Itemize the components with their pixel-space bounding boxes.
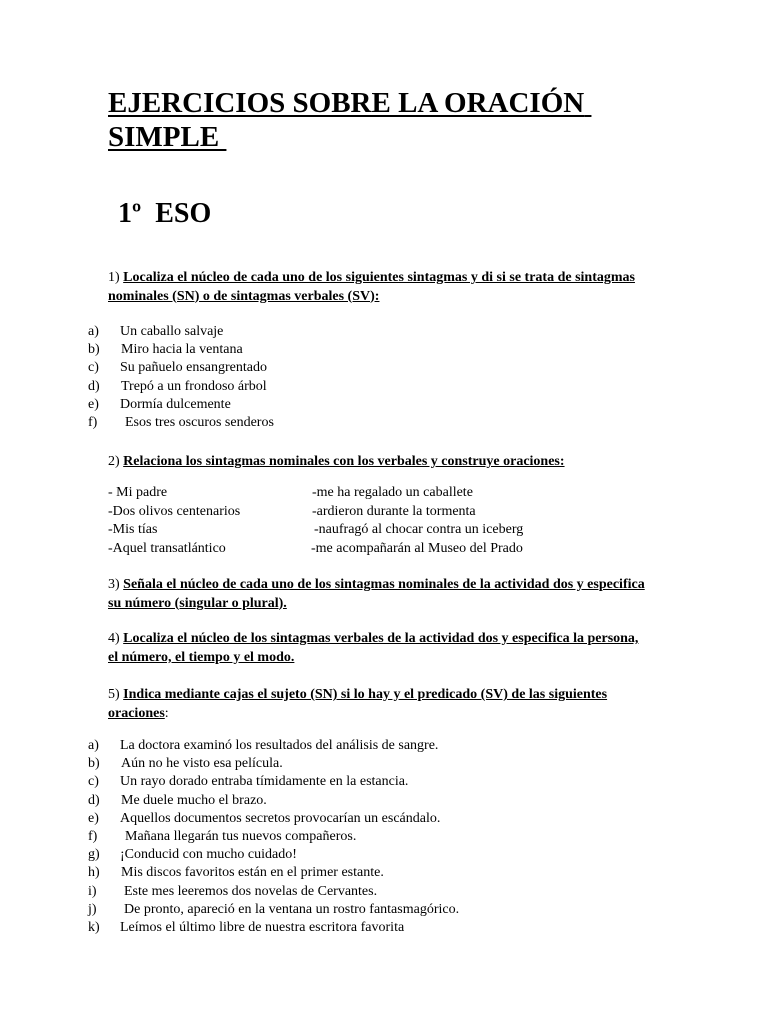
list-item-text: Esos tres oscuros senderos [125, 415, 274, 430]
pair-right-verbal: -me ha regalado un caballete [312, 485, 473, 500]
exercise-1-prompt [108, 269, 648, 306]
exercise-3-prompt [108, 576, 648, 613]
list-item-text: Aún no he visto esa película. [121, 756, 283, 772]
exercise-number: 3) [108, 577, 120, 592]
list-item-text: Dormía dulcemente [120, 396, 231, 412]
list-item-label: c) [88, 360, 99, 376]
exercise-number: 1) [108, 270, 120, 285]
exercise-5-prompt [108, 686, 648, 723]
list-item-label: b) [88, 342, 100, 358]
list-item-label: i) [88, 883, 97, 899]
list-item-label: h) [88, 865, 100, 881]
list-item-text: De pronto, apareció en la ventana un rostro fantasmagórico. [124, 901, 460, 917]
list-item-text: Este mes leeremos dos novelas de Cervantes. [124, 883, 378, 899]
list-item-label: k) [88, 920, 100, 935]
exercise-number: 5) [108, 687, 120, 702]
list-item-text: Aquellos documentos secretos provocarían un escándalo. [120, 810, 441, 826]
list-item-text: ¡Conducid con mucho cuidado! [120, 847, 297, 863]
list-item-label: a) [88, 324, 99, 339]
list-item-text: Un caballo salvaje [120, 324, 224, 339]
list-item-text: Me duele mucho el brazo. [121, 792, 267, 808]
list-item-label: d) [88, 378, 100, 394]
exercise-instruction-suffix: : [164, 705, 169, 721]
pair-right-verbal: -naufragó al chocar contra un iceberg [314, 522, 524, 537]
exercise-instruction: Señala el núcleo de cada uno de los sintagmas nominales de la actividad dos y especifica su número (singular o plural). [108, 577, 645, 611]
pair-left-nominal: -Dos olivos centenarios [108, 503, 241, 519]
pair-left-nominal: -Mis tías [108, 522, 158, 537]
list-item-label: b) [88, 756, 100, 772]
pair-left-nominal: -Aquel transatlántico [108, 540, 226, 556]
pair-left-nominal: - Mi padre [108, 485, 168, 500]
list-item-text: Su pañuelo ensangrentado [120, 360, 267, 376]
list-item-label: j) [88, 901, 97, 917]
list-item-label: a) [88, 738, 99, 753]
exercise-4-prompt [108, 630, 648, 667]
list-item-text: Miro hacia la ventana [121, 342, 243, 358]
exercise-instruction: Localiza el núcleo de los sintagmas verbales de la actividad dos y especifica la persona, el número, el tiempo y el modo. [108, 631, 639, 665]
list-item-text: La doctora examinó los resultados del análisis de sangre. [120, 738, 439, 753]
exercise-2-prompt [108, 453, 648, 472]
list-item-text: Mis discos favoritos están en el primer estante. [121, 865, 384, 881]
list-item-text: Un rayo dorado entraba tímidamente en la estancia. [120, 774, 409, 790]
list-item-label: f) [88, 415, 98, 430]
list-item-label: e) [88, 810, 99, 826]
list-item-text: Trepó a un frondoso árbol [121, 378, 267, 394]
document-title: EJERCICIOS SOBRE LA ORACIÓN SIMPLE [108, 87, 592, 153]
list-item-label: g) [88, 847, 100, 863]
list-item-label: e) [88, 396, 99, 412]
grade-level: 1º ESO [118, 198, 212, 229]
list-item-text: Mañana llegarán tus nuevos compañeros. [125, 829, 357, 844]
list-item-text: Leímos el último libre de nuestra escritora favorita [120, 920, 405, 935]
pair-right-verbal: -ardieron durante la tormenta [312, 503, 476, 519]
list-item-label: c) [88, 774, 99, 790]
exercise-instruction: Localiza el núcleo de cada uno de los siguientes sintagmas y di si se trata de sintagmas nominales (SN) o de sintagmas verbales (SV): [108, 270, 635, 304]
list-item-label: d) [88, 792, 100, 808]
exercise-instruction: Indica mediante cajas el sujeto (SN) si lo hay y el predicado (SV) de las siguientes oraciones [108, 687, 608, 721]
exercise-number: 4) [108, 631, 120, 646]
list-item-label: f) [88, 829, 98, 844]
exercise-instruction: Relaciona los sintagmas nominales con los verbales y construye oraciones: [123, 454, 565, 469]
pair-right-verbal: -me acompañarán al Museo del Prado [311, 540, 523, 556]
exercise-number: 2) [108, 454, 120, 469]
